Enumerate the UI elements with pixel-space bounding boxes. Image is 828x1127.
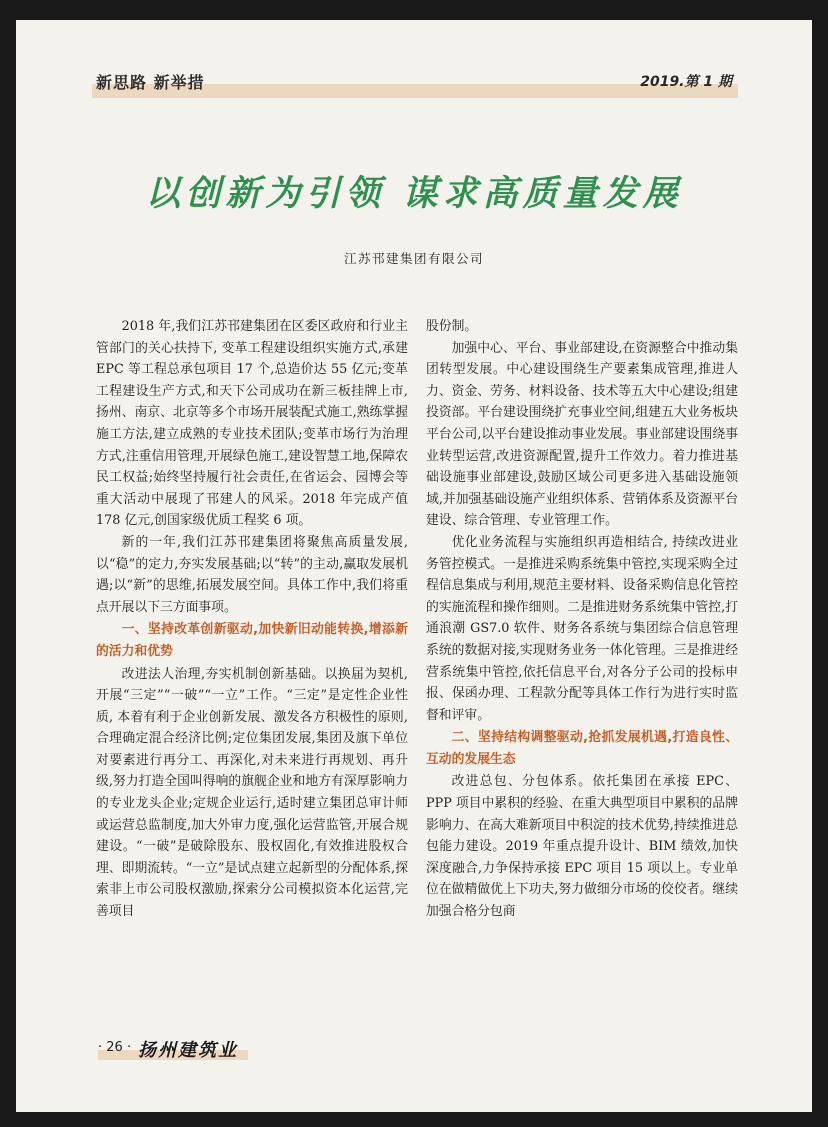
paragraph: 改进总包、分包体系。依托集团在承接 EPC、PPP 项目中累积的经验、在重大典型项目中累积的品牌影响力、在高大难新项目中积淀的技术优势,持续推进总包能力建设。2019 年重点提升设计、BIM 绩效,加快深度融合,力争保持承接 EPC 项目 15 项以上。专业单位在做精做优上下功夫,努力做细分市场的佼佼者。继续加强合格分包商 bbox=[426, 774, 738, 920]
paragraph: 新的一年,我们江苏邗建集团将聚焦高质量发展,以“稳”的定力,夯实发展基础;以“转”的主动,赢取发展机遇;以“新”的思维,拓展发展空间。具体工作中,我们将重点开展以下三方面事项。 bbox=[96, 534, 408, 615]
issue-label: 2019.第 1 期 bbox=[640, 74, 732, 90]
magazine-page bbox=[16, 20, 812, 1112]
article-title: 以创新为引领 谋求高质量发展 bbox=[145, 173, 683, 214]
page-footer bbox=[98, 1038, 248, 1062]
page-header bbox=[92, 68, 738, 104]
article-author: 江苏邗建集团有限公司 bbox=[343, 251, 484, 266]
section-heading: 二、坚持结构调整驱动,抢抓发展机遇,打造良性、互动的发展生态 bbox=[426, 730, 738, 767]
paragraph: 优化业务流程与实施组织再造相结合, 持续改进业务管控模式。一是推进采购系统集中管控,实现采购全过程信息集成与利用,规范主要材料、设备采购信息化管控的实施流程和操作细则。二是推进财务系统集中管控,打通浪潮 GS7.0 软件、财务各系统与集团综合信息管理系统的数据对接,实现财务业务一体化管理。三是推进经营系统集中管控,依托信息平台,对各分子公司的投标申报、保函办理、工程款分配等具体工作行为进行实时监督和评审。 bbox=[426, 534, 738, 723]
page-number: · 26 · bbox=[98, 1040, 132, 1055]
paragraph: 2018 年,我们江苏邗建集团在区委区政府和行业主管部门的关心扶持下, 变革工程建设组织实施方式,承建 EPC 等工程总承包项目 17 个,总造价达 55 亿元;变革工程建设生产方式,和天下公司成功在新三板挂牌上市,扬州、南京、北京等多个市场开展装配式施工,熟练掌握施工方法,建立成熟的专业技术团队;变革市场行为治理方式,注重信用管理,开展绿色施工,建设智慧工地,保障农民工权益;始终坚持履行社会责任,在省运会、园博会等重大活动中展现了邗建人的风采。2018 年完成产值 178 亿元,创国家级优质工程奖 6 项。 bbox=[96, 319, 408, 529]
section-title: 新思路 新举措 bbox=[96, 73, 205, 92]
magazine-logo: 扬州建筑业 bbox=[138, 1040, 238, 1061]
left-column bbox=[96, 316, 408, 923]
right-column bbox=[426, 316, 738, 923]
paragraph: 改进法人治理,夯实机制创新基础。以换届为契机,开展“三定”“一破”“一立”工作。“三定”是定性企业性质, 本着有利于企业创新发展、激发各方积极性的原则, 合理确定混合经济比例;定位集团发展,集团及旗下单位对要素进行再分工、再深化,对未来进行再规划、再升级,努力打造全国叫得响的旗舰企业和地方有深厚影响力的专业龙头企业;定规企业运行,适时建立集团总审计师或运营总监制度,加大外审力度,强化运营监管,开展合规建设。“一破”是破除股东、股权固化,有效推进股权合理、即期流转。“一立”是试点建立起新型的分配体系,探索非上市公司股权激励,探索分公司模拟资本化运营,完善项目 bbox=[96, 666, 408, 920]
section-heading: 一、坚持改革创新驱动,加快新旧动能转换,增添新的活力和优势 bbox=[96, 622, 408, 659]
paragraph: 股份制。 bbox=[426, 319, 478, 334]
paragraph: 加强中心、平台、事业部建设,在资源整合中推动集团转型发展。中心建设围绕生产要素集成管理,推进人力、资金、劳务、材料设备、技术等五大中心建设;组建投资部。平台建设围绕扩充事业空间,组建五大业务板块平台公司,以平台建设推动事业发展。事业部建设围绕事业转型运营,改进资源配置,提升工作效力。着力推进基础设施事业部建设,鼓励区域公司更多进入基础设施领域,并加强基础设施产业组织体系、营销体系及资源平台建设、综合管理、专业管理工作。 bbox=[426, 340, 738, 529]
